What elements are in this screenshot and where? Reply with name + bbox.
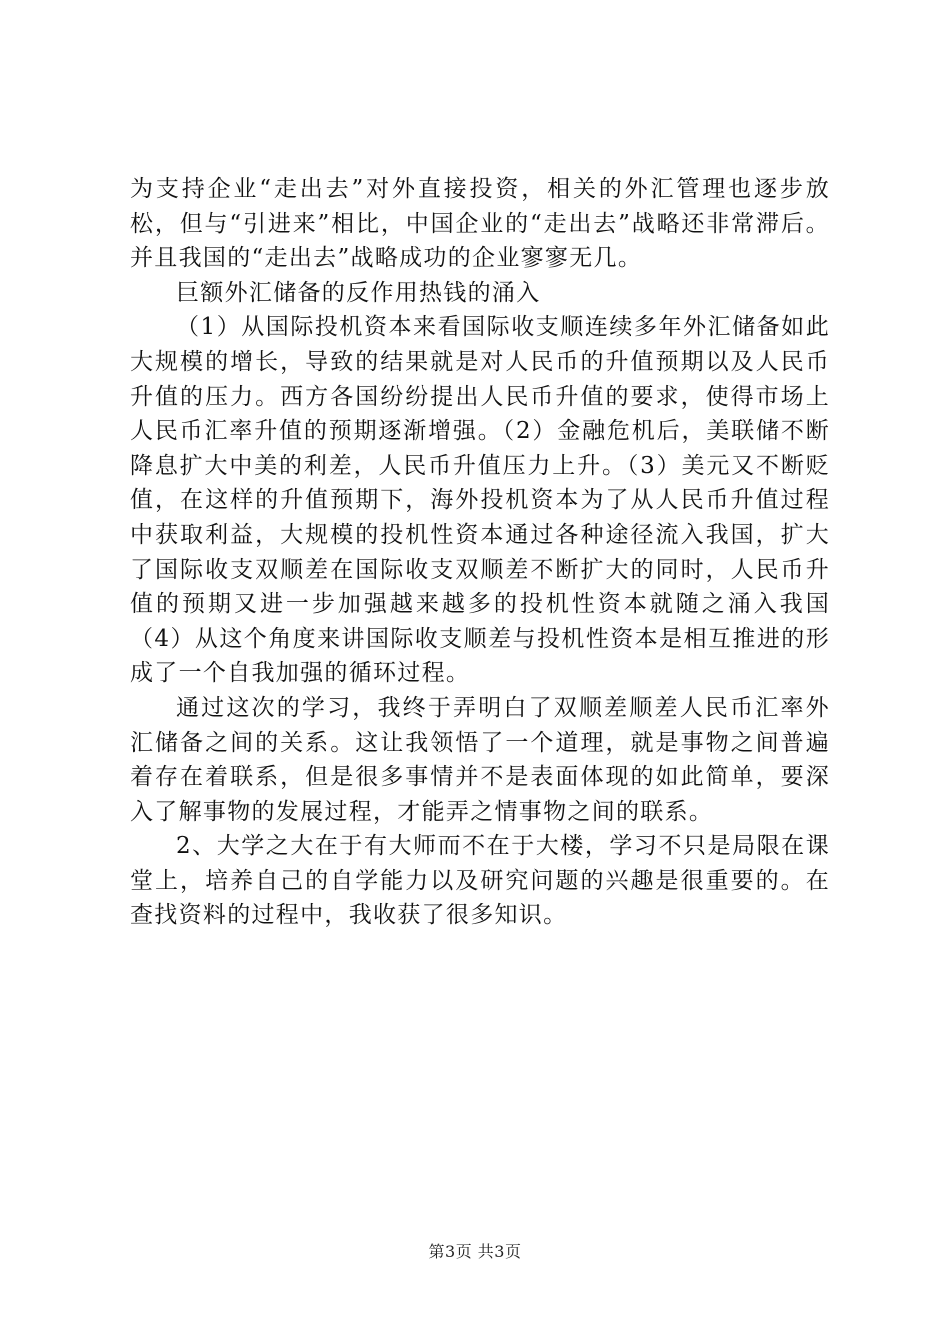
paragraph-heading-hot-money: 巨额外汇储备的反作用热钱的涌入: [176, 279, 541, 306]
paragraph-going-out: 为支持企业“走出去”对外直接投资，相关的外汇管理也逐步放松，但与“引进来”相比，中国企业的“走出去”战略还非常滞后。并且我国的“走出去”战略成功的企业寥寥无几。: [130, 176, 830, 272]
paragraph-speculative-capital: （1）从国际投机资本来看国际收支顺连续多年外汇储备如此大规模的增长，导致的结果就是对人民币的升值预期以及人民币升值的压力。西方各国纷纷提出人民币升值的要求，使得市场上人民币汇率升值的预期逐渐增强。（2）金融危机后，美联储不断降息扩大中美的利差，人民币升值压力上升。（3）美元又不断贬值，在这样的升值预期下，海外投机资本为了从人民币升值过程中获取利益，大规模的投机性资本通过各种途径流入我国，扩大了国际收支双顺差在国际收支双顺差不断扩大的同时，人民币升值的预期又进一步加强越来越多的投机性资本就随之涌入我国（4）从这个角度来讲国际收支顺差与投机性资本是相互推进的形成了一个自我加强的循环过程。: [130, 314, 830, 687]
document-body: [130, 172, 830, 933]
page-number-footer: 第3页 共3页: [428, 1242, 522, 1261]
paragraph-university-study: 2、大学之大在于有大师而不在于大楼，学习不只是局限在课堂上，培养自己的自学能力以及研究问题的兴趣是很重要的。在查找资料的过程中，我收获了很多知识。: [130, 833, 830, 929]
paragraph-learning-reflection: 通过这次的学习，我终于弄明白了双顺差顺差人民币汇率外汇储备之间的关系。这让我领悟了一个道理，就是事物之间普遍着存在着联系，但是很多事情并不是表面体现的如此简单，要深入了解事物的发展过程，才能弄之情事物之间的联系。: [130, 694, 830, 825]
